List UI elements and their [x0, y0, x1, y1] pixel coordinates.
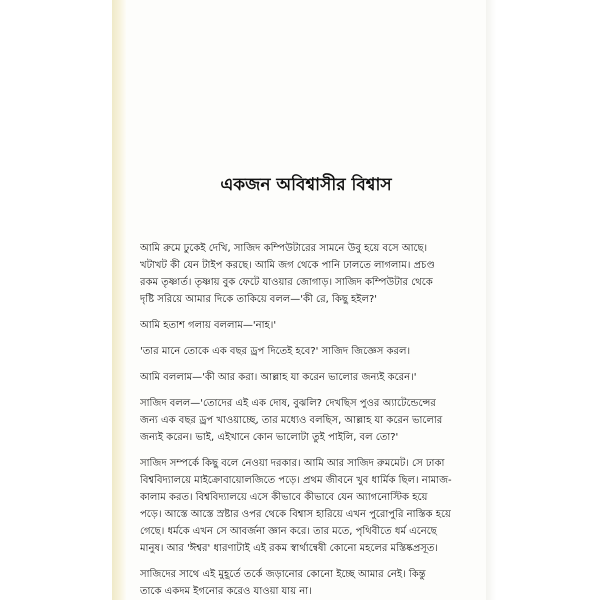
text-line: সাজিদ বলল—'তোদের এই এক দোষ, বুঝলি? দেখছিস পুওর অ্যাটেন্ডেন্সের	[140, 398, 436, 409]
page-edge	[486, 0, 496, 600]
text-line: দৃষ্টি সরিয়ে আমার দিকে তাকিয়ে বলল—'কী রে, কিছু হইল?'	[140, 294, 378, 305]
paragraph	[140, 343, 468, 360]
paragraph	[140, 395, 468, 446]
paragraph	[140, 566, 468, 600]
chapter-body	[140, 240, 468, 600]
text-line: আমি বললাম—'কী আর করা। আল্লাহ যা করেন ভালোর জন্যই করেন।'	[140, 372, 417, 383]
text-line: আমি হতাশ গলায় বললাম—'নাহ।'	[140, 320, 277, 331]
text-line: জন্য এক বছর ড্রপ খাওয়াচ্ছে, তার মধ্যেও বলছিস, আল্লাহ যা করেন ভালোর	[140, 415, 443, 426]
text-line: গেছে। ধর্মকে এখন সে আবর্জনা জ্ঞান করে। তার মতে, পৃথিবীতে ধর্ম এনেছে	[140, 526, 437, 537]
text-line: মানুষ। আর 'ঈশ্বর' ধারণাটাই এই রকম স্বার্থান্বেষী কোনো মহলের মস্তিষ্কপ্রসূত।	[140, 543, 438, 554]
text-line: কালাম করত। বিশ্ববিদ্যালয়ে এসে কীভাবে কীভাবে যেন অ্যাগনোস্টিক হয়ে	[140, 492, 428, 503]
text-line: জন্যই করেন। ভাই, এইখানে কোন ভালোটা তুই পাইলি, বল তো?'	[140, 432, 399, 443]
text-line: খটাখট কী যেন টাইপ করছে। আমি জগ থেকে পানি ঢালতে লাগলাম। প্রচণ্ড	[140, 260, 435, 271]
text-line: বিশ্ববিদ্যালয়ে মাইক্রোবায়োলজিতে পড়ে। প্রথম জীবনে খুব ধার্মিক ছিল। নামাজ-	[140, 475, 452, 486]
text-line: পড়ে। আস্তে আস্তে স্রষ্টার ওপর থেকে বিশ্বাস হারিয়ে এখন পুরোপুরি নাস্তিক হয়ে	[140, 509, 451, 520]
text-line: সাজিদের সাথে এই মুহূর্তে তর্কে জড়ানোর কোনো ইচ্ছে আমার নেই। কিন্তু	[140, 569, 426, 580]
text-line: রকম তৃষ্ণার্ত। তৃষ্ণায় বুক ফেটে যাওয়ার জোগাড়। সাজিদ কম্পিউটার থেকে	[140, 277, 433, 288]
chapter-title: একজন অবিশ্বাসীর বিশ্বাস	[220, 175, 392, 195]
paragraph	[140, 240, 468, 308]
text-line: সাজিদ সম্পর্কে কিছু বলে নেওয়া দরকার। আমি আর সাজিদ রুমমেট। সে ঢাকা	[140, 458, 445, 469]
text-line: 'তার মানে তোকে এক বছর ড্রপ দিতেই হবে?' সাজিদ জিজ্ঞেস করল।	[140, 346, 411, 357]
text-line: আমি রুমে ঢুকেই দেখি, সাজিদ কম্পিউটারের সামনে উবু হয়ে বসে আছে।	[140, 243, 428, 254]
text-line: তাকে একদম ইগনোর করেও যাওয়া যায় না।	[140, 586, 312, 597]
paragraph	[140, 369, 468, 386]
paragraph	[140, 317, 468, 334]
paragraph	[140, 455, 468, 557]
